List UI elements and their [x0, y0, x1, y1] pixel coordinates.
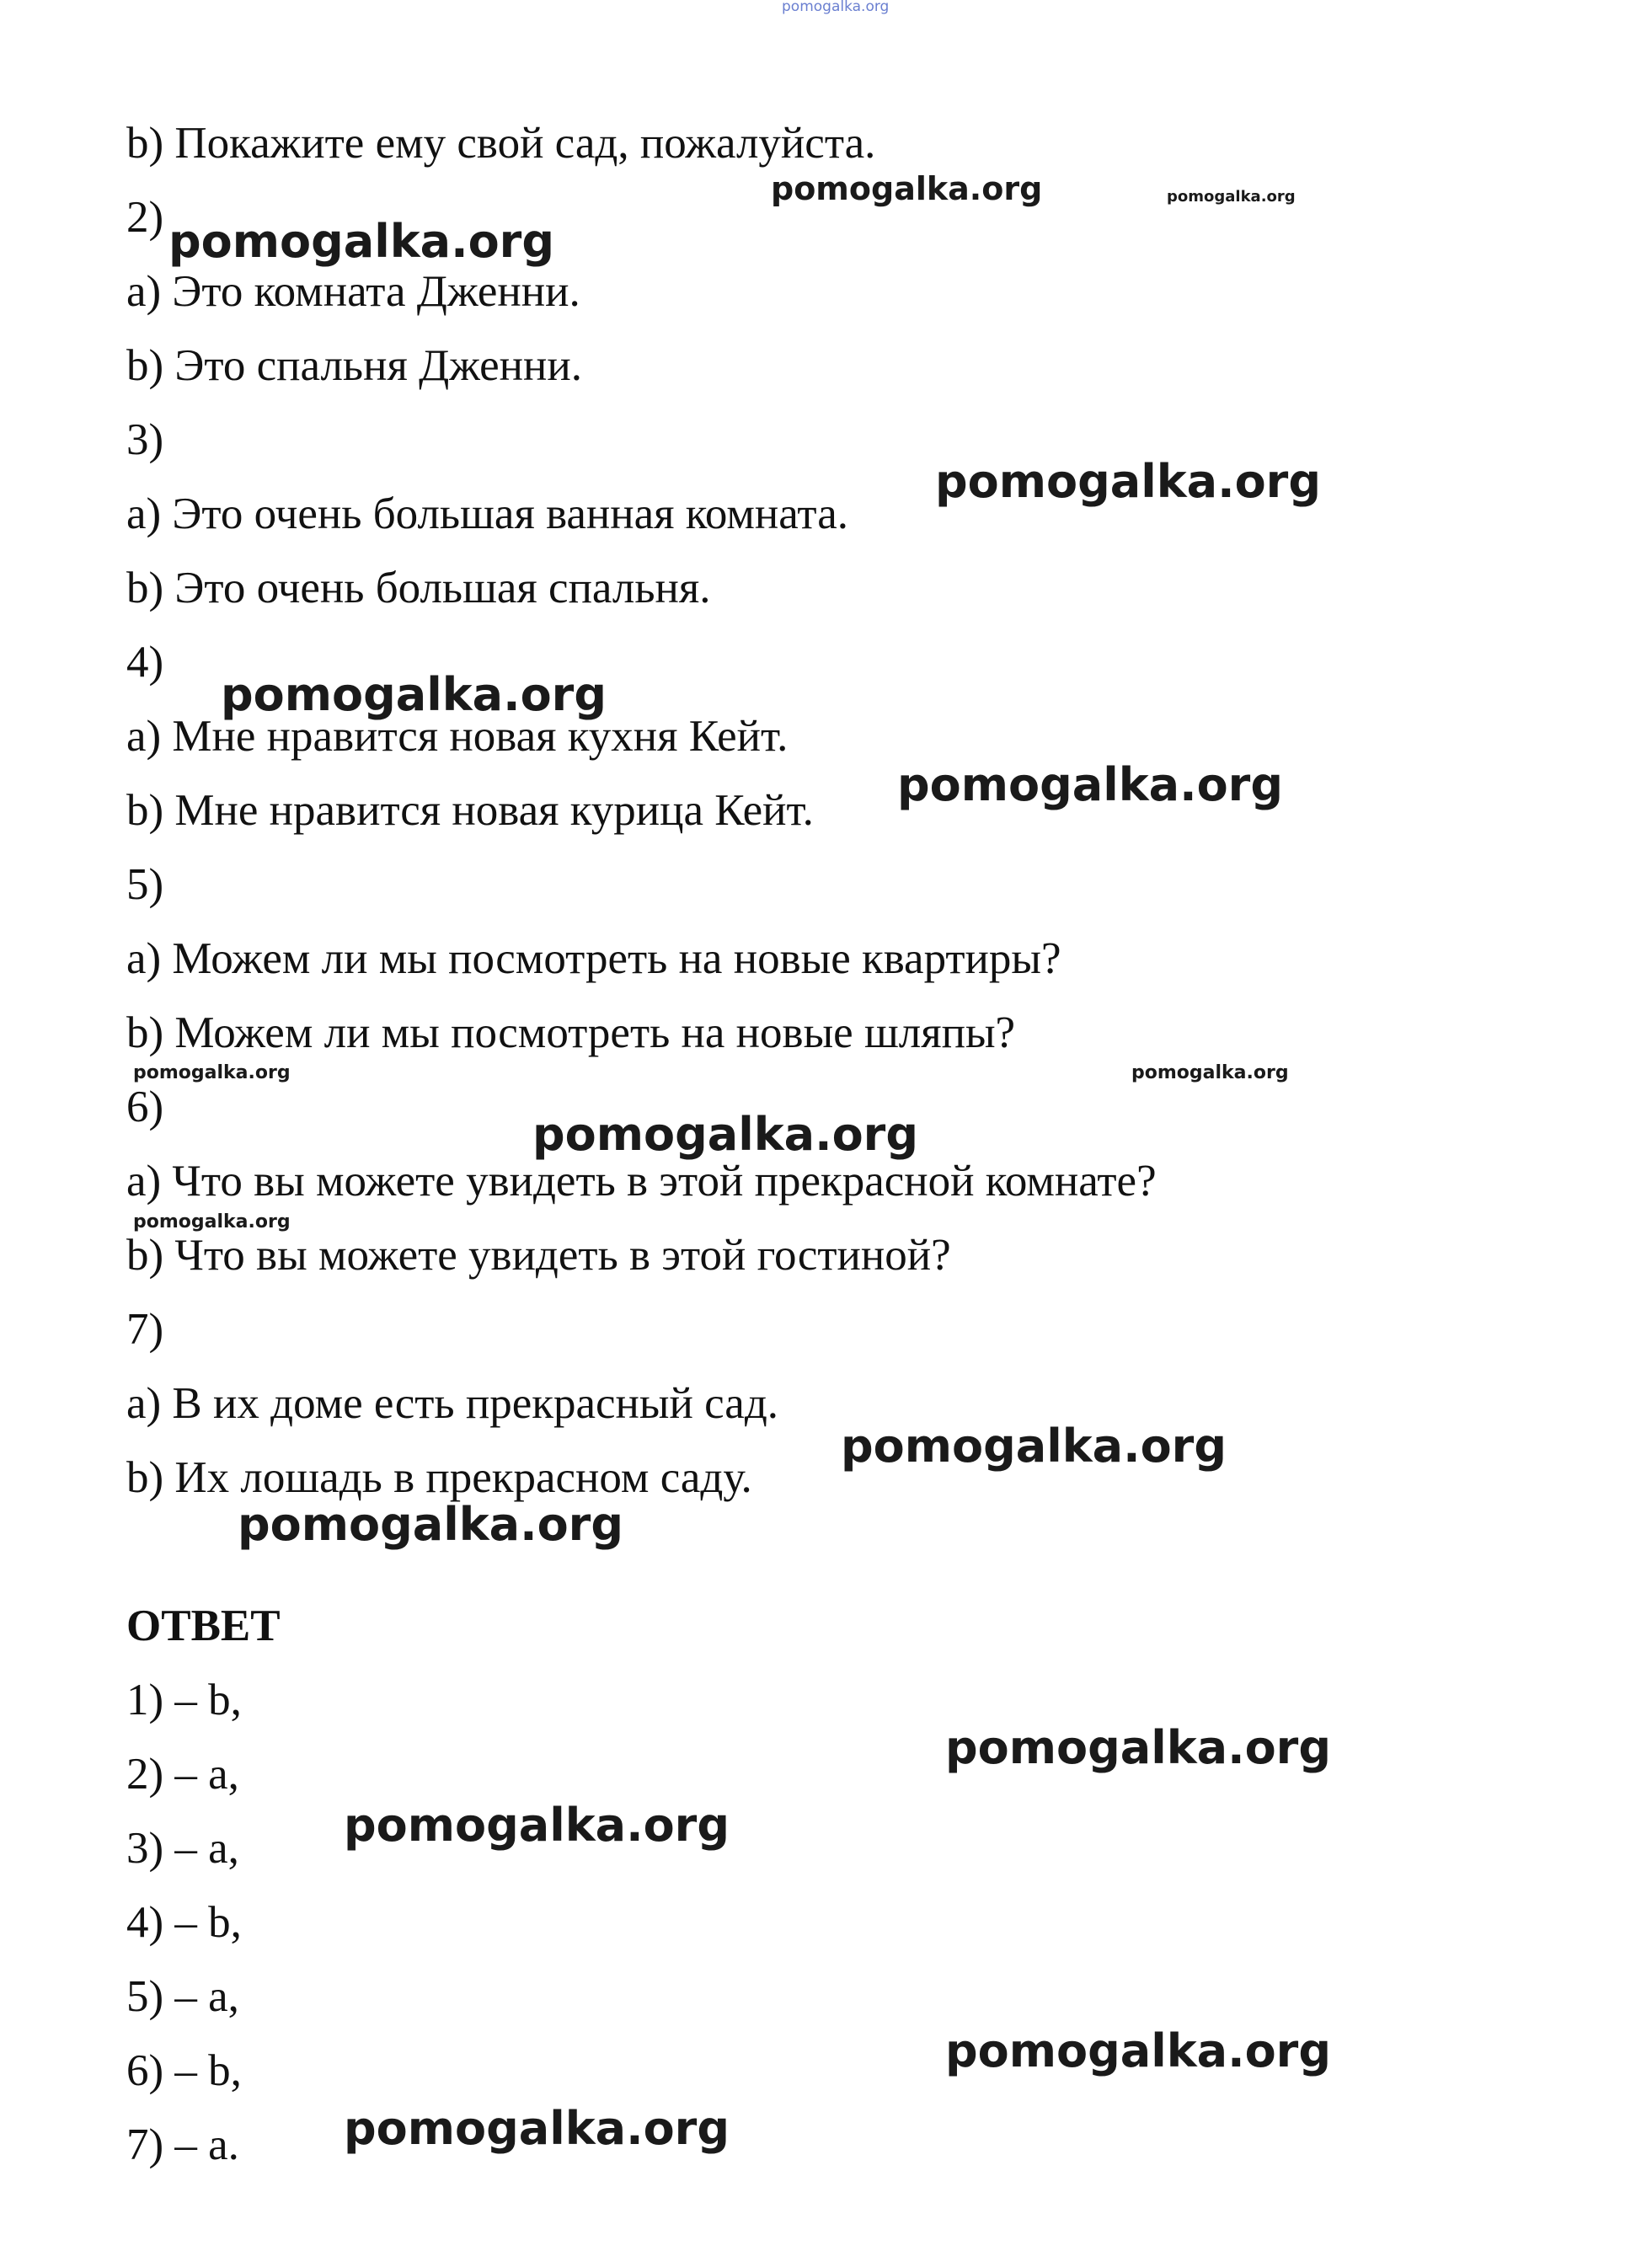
text-line-7b: b) Их лошадь в прекрасном саду.	[126, 1453, 752, 1502]
text-line-4-number: 4)	[126, 638, 164, 687]
watermark: pomogalka.org	[532, 1108, 918, 1161]
watermark: pomogalka.org	[897, 758, 1283, 811]
text-line-7-number: 7)	[126, 1305, 164, 1354]
answer-heading: ОТВЕТ	[126, 1601, 281, 1650]
answer-item-1: 1) – b,	[126, 1676, 242, 1724]
text-line-3-number: 3)	[126, 415, 164, 464]
answer-item-6: 6) – b,	[126, 2046, 242, 2095]
watermark: pomogalka.org	[344, 1799, 730, 1852]
watermark: pomogalka.org	[168, 215, 554, 268]
text-line-5-number: 5)	[126, 860, 164, 909]
watermark: pomogalka.org	[133, 1062, 291, 1083]
watermark: pomogalka.org	[344, 2102, 730, 2155]
text-line-6-number: 6)	[126, 1083, 164, 1131]
text-line-5a: a) Можем ли мы посмотреть на новые квартиры?	[126, 934, 1061, 983]
watermark: pomogalka.org	[945, 1721, 1331, 1774]
text-line-2-number: 2)	[126, 193, 164, 242]
answer-item-5: 5) – a,	[126, 1972, 239, 2021]
watermark: pomogalka.org	[771, 170, 1043, 207]
watermark: pomogalka.org	[945, 2024, 1331, 2077]
watermark: pomogalka.org	[238, 1498, 623, 1551]
text-line-3b: b) Это очень большая спальня.	[126, 564, 711, 612]
watermark: pomogalka.org	[935, 455, 1321, 508]
answer-item-3: 3) – a,	[126, 1824, 239, 1873]
text-line-1b: b) Покажите ему свой сад, пожалуйста.	[126, 119, 876, 168]
text-line-4a: a) Мне нравится новая кухня Кейт.	[126, 712, 789, 761]
answer-item-7: 7) – a.	[126, 2120, 239, 2169]
watermark: pomogalka.org	[221, 668, 607, 721]
watermark: pomogalka.org	[841, 1420, 1227, 1473]
text-line-5b: b) Можем ли мы посмотреть на новые шляпы?	[126, 1008, 1016, 1057]
text-line-4b: b) Мне нравится новая курица Кейт.	[126, 786, 814, 835]
answer-item-4: 4) – b,	[126, 1898, 242, 1947]
text-line-7a: a) В их доме есть прекрасный сад.	[126, 1379, 779, 1428]
text-line-3a: a) Это очень большая ванная комната.	[126, 489, 848, 538]
text-line-6b: b) Что вы можете увидеть в этой гостиной?	[126, 1231, 951, 1280]
watermark: pomogalka.org	[1131, 1062, 1289, 1083]
watermark: pomogalka.org	[1167, 188, 1296, 206]
watermark: pomogalka.org	[133, 1211, 291, 1232]
text-line-2b: b) Это спальня Дженни.	[126, 341, 583, 390]
text-line-2a: a) Это комната Дженни.	[126, 267, 580, 316]
answer-item-2: 2) – a,	[126, 1750, 239, 1799]
watermark-top: pomogalka.org	[782, 0, 890, 15]
text-line-6a: a) Что вы можете увидеть в этой прекрасной комнате?	[126, 1157, 1157, 1206]
